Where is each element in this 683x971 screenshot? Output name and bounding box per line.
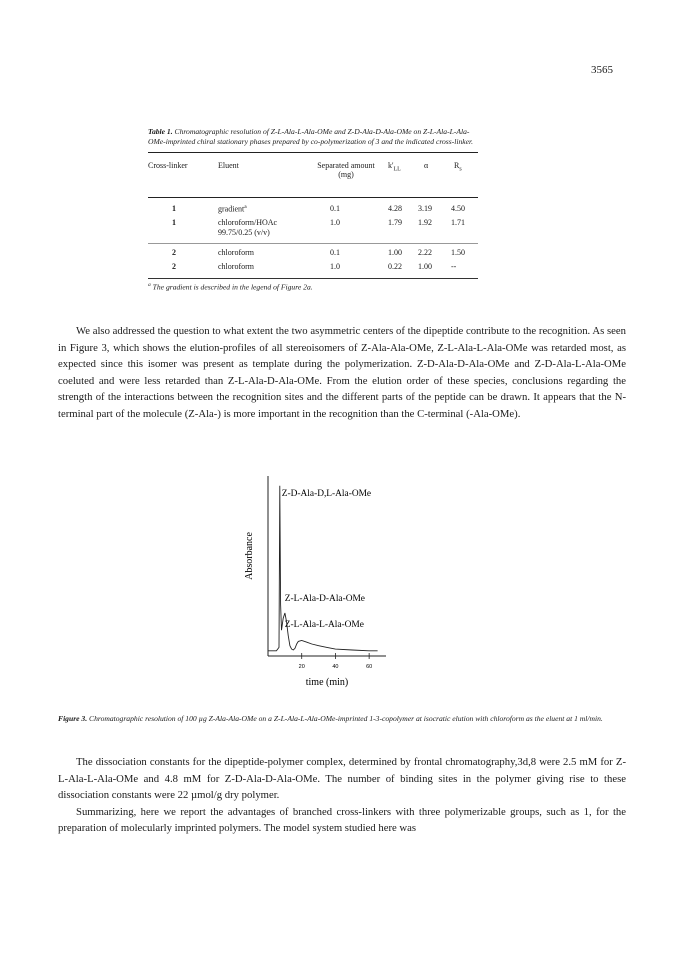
table-caption-text: Chromatographic resolution of Z-L-Ala-L-Ala-OMe and Z-D-Ala-D-Ala-OMe on Z-L-Ala-L-Ala-OMe-imprinted chiral stationary phases prepared by co-polymerization of 3 and the indicated cross-linker. (148, 127, 474, 147)
paragraph-recognition (58, 323, 626, 423)
header-rs (454, 161, 462, 173)
paragraph-3: Summarizing, here we report the advantages of branched cross-linkers with three polymerizable groups, such as 1, for the preparation of molecularly imprinted polymers. The model system studied here was (58, 805, 626, 835)
table-1 (148, 127, 478, 292)
row-eluent-text: gradient (218, 205, 245, 215)
footnote-text: The gradient is described in the legend of Figure 2a. (152, 282, 313, 292)
row-eluent-line2: 99.75/0.25 (v/v) (218, 228, 270, 238)
peak-label: Z-D-Ala-D,L-Ala-OMe (281, 489, 372, 500)
paragraph-1: We also addressed the question to what extent the two asymmetric centers of the dipeptide contribute to the recognition. As seen in Figure 3, which shows the elution-profiles of all stereoisomers of Z-Ala-Ala-OMe, Z-L-Ala-L-Ala-OMe was retarded most, as expected since this isomer was present as template during the polymerization. Z-D-Ala-D-Ala-OMe and Z-D-Ala-L-Ala-OMe coeluted and were less retarded than Z-L-Ala-D-Ala-OMe. From the elution order of these species, conclusions regarding the strength of the interactions between the recognition sites and the different parts of the peptide can be drawn. It appears that the N-terminal part of the molecule (Z-Ala-) is more important in the recognition than the C-terminal (-Ala-OMe). (58, 325, 626, 420)
row-amount: 1.0 (330, 218, 340, 228)
row-alpha: 1.00 (418, 262, 432, 272)
row-k: 0.22 (388, 262, 402, 272)
row-crosslinker: 1 (172, 204, 176, 214)
peak-label: Z-L-Ala-L-Ala-OMe (284, 619, 364, 630)
row-crosslinker: 2 (172, 262, 176, 272)
row-crosslinker: 2 (172, 248, 176, 258)
header-alpha: α (424, 161, 429, 171)
paragraph-dissociation (58, 754, 626, 837)
header-eluent: Eluent (218, 161, 239, 171)
header-amount-line1: Separated amount (317, 161, 375, 171)
x-tick-label: 20 (298, 664, 305, 670)
page-number: 3565 (591, 64, 613, 76)
table-label: Table 1. (148, 127, 173, 136)
row-divider (148, 243, 478, 244)
row-crosslinker: 1 (172, 218, 176, 228)
row-eluent (218, 218, 277, 238)
header-rs-text: R (454, 161, 460, 171)
paragraph-2: The dissociation constants for the dipeptide-polymer complex, determined by frontal chromatography,3d,8 were 2.5 mM for Z-L-Ala-L-Ala-OMe and 4.8 mM for Z-D-Ala-D-Ala-OMe. The number of binding sites in the polymer giving rise to these dissociation constants were 22 µmol/g dry polymer. (58, 756, 626, 802)
x-tick-label: 40 (332, 664, 339, 670)
figure-caption (58, 714, 626, 724)
row-amount: 0.1 (330, 248, 340, 258)
header-rs-sub: s (459, 167, 462, 173)
row-rs: 4.50 (451, 204, 465, 214)
row-eluent-sup: a (244, 204, 247, 211)
table-row (148, 204, 478, 216)
row-k: 1.79 (388, 218, 402, 228)
row-alpha: 2.22 (418, 248, 432, 258)
row-amount: 1.0 (330, 262, 340, 272)
header-k-text: k' (388, 161, 394, 171)
row-eluent (218, 204, 247, 214)
table-row (148, 218, 478, 240)
y-axis-label: Absorbance (244, 532, 255, 580)
footnote-sup: a (148, 282, 151, 289)
row-rs: -- (451, 262, 457, 272)
header-amount-line2: (mg) (338, 170, 354, 180)
header-k (388, 161, 401, 173)
row-rs: 1.71 (451, 218, 465, 228)
table-row (148, 248, 478, 260)
header-amount (308, 161, 384, 179)
peak-label: Z-L-Ala-D-Ala-OMe (284, 593, 365, 604)
x-tick-label: 60 (366, 664, 373, 670)
table-bottom-rule (148, 278, 478, 279)
header-crosslinker: Cross-linker (148, 161, 188, 171)
figure-label: Figure 3. (58, 714, 88, 723)
row-eluent: chloroform (218, 248, 254, 258)
x-axis-label: time (min) (305, 677, 349, 688)
figure-3-chromatogram (236, 478, 406, 700)
row-amount: 0.1 (330, 204, 340, 214)
figure-caption-text: Chromatographic resolution of 100 µg Z-Ala-Ala-OMe on a Z-L-Ala-L-Ala-OMe-imprinted 1-3-copolymer at isocratic elution with chloroform as the eluent at 1 ml/min. (89, 714, 603, 723)
table-row (148, 262, 478, 274)
header-k-sub: LL (393, 167, 401, 173)
row-rs: 1.50 (451, 248, 465, 258)
table-caption (148, 127, 478, 147)
table-footnote (148, 282, 478, 292)
row-alpha: 1.92 (418, 218, 432, 228)
chromatogram-svg (236, 478, 406, 700)
row-eluent-text: chloroform/HOAc (218, 218, 278, 228)
table-header (148, 153, 478, 197)
row-alpha: 3.19 (418, 204, 432, 214)
row-eluent: chloroform (218, 262, 254, 272)
row-k: 4.28 (388, 204, 402, 214)
row-k: 1.00 (388, 248, 402, 258)
table-body (148, 198, 478, 278)
